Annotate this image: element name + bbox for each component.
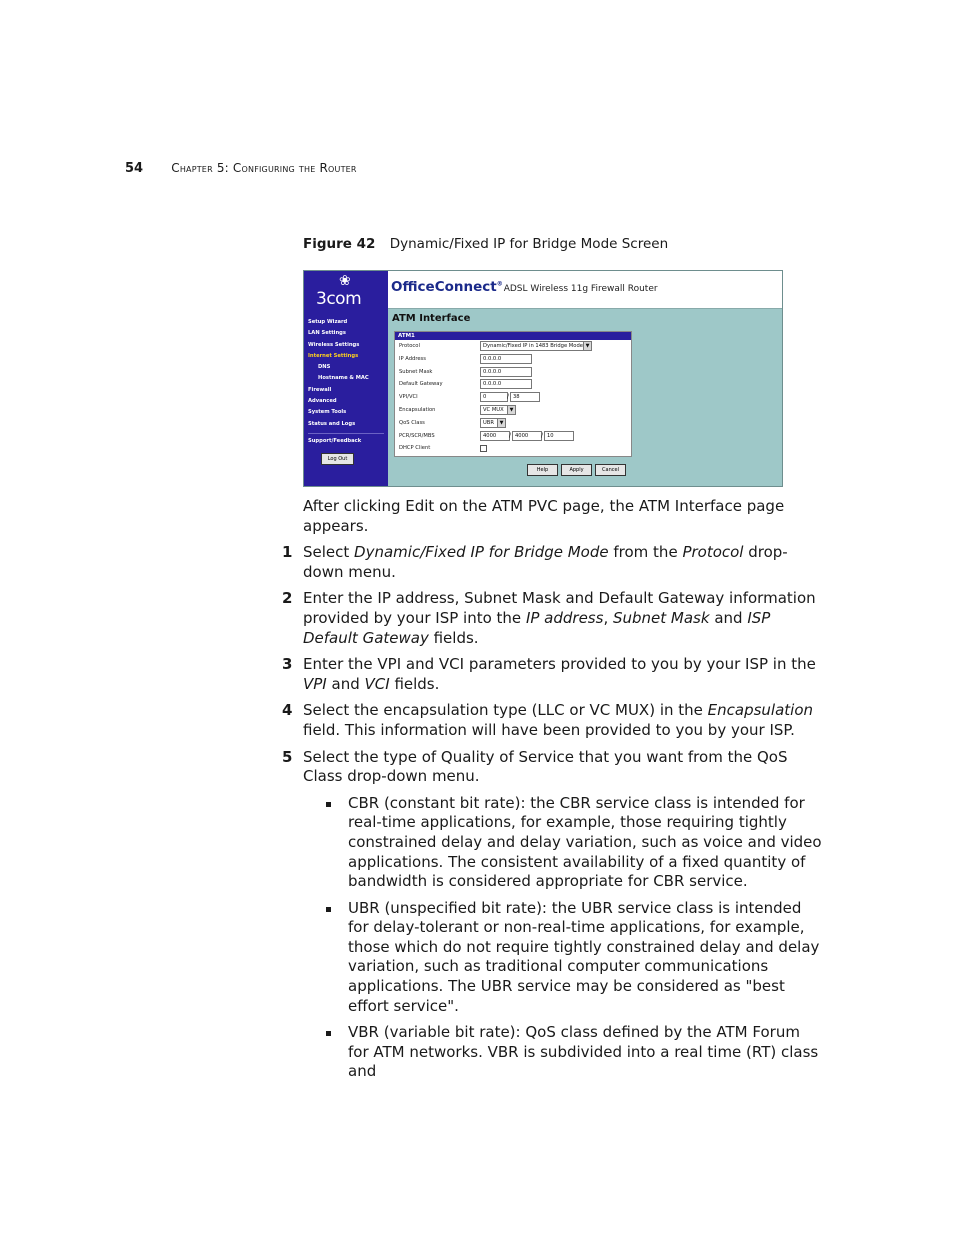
bullet-text: VBR (variable bit rate): QoS class defined by the ATM Forum for ATM networks. VBR is subdivided into a real time (RT) class and (348, 1023, 819, 1081)
vpivci-separator: / (507, 393, 510, 401)
figure-label: Figure 42 (303, 236, 376, 252)
bullet-item (348, 899, 823, 1017)
sidebar-item[interactable]: System Tools (308, 409, 347, 416)
router-screenshot (303, 270, 783, 487)
step-text: fields. (389, 674, 440, 693)
vpivci-label: VPI/VCI (399, 394, 418, 401)
protocol-value: Dynamic/Fixed IP in 1483 Bridge Mode (483, 343, 583, 349)
step-emphasis: VCI (364, 674, 390, 693)
row-protocol (395, 340, 631, 353)
brand-title (391, 279, 658, 295)
chevron-down-icon: ▼ (507, 406, 515, 414)
qos-bullet-list (348, 794, 823, 1082)
step-number: 4 (282, 701, 293, 720)
step-3 (282, 655, 823, 694)
brand-name: OfficeConnect (391, 279, 497, 295)
gateway-label: Default Gateway (399, 381, 443, 388)
step-text: and (709, 608, 748, 627)
step-text: fields. (428, 628, 479, 647)
chevron-down-icon: ▼ (583, 342, 591, 350)
step-text: drop-down menu. (303, 543, 788, 581)
protocol-select[interactable] (480, 341, 592, 351)
default-gateway-input[interactable]: 0.0.0.0 (480, 379, 532, 389)
subnet-mask-input[interactable]: 0.0.0.0 (480, 367, 532, 377)
bullet-text: UBR (unspecified bit rate): the UBR service class is intended for delay-tolerant or non-real-time applications, for example, those which do not require tightly constrained delay and delay variation, such as traditional computer communications applications. The UBR service may be considered as "best effort service". (348, 898, 820, 1015)
sidebar-item[interactable]: Advanced (308, 398, 337, 405)
sidebar (304, 271, 388, 486)
sidebar-item[interactable]: Hostname & MAC (318, 375, 369, 382)
sidebar-nav (308, 317, 388, 447)
page-header (125, 161, 357, 176)
step-text: Select (303, 543, 355, 562)
3com-logo-icon: ❀ (339, 273, 351, 289)
step-5 (282, 747, 823, 787)
sidebar-item[interactable]: LAN Settings (308, 330, 346, 337)
sidebar-item[interactable]: Wireless Settings (308, 341, 360, 348)
nav-divider (308, 433, 384, 434)
step-emphasis: Subnet Mask (612, 608, 710, 627)
apply-button[interactable]: Apply (561, 464, 592, 476)
sidebar-item[interactable]: Status and Logs (308, 420, 356, 427)
pcr-label: PCR/SCR/MBS (399, 432, 435, 439)
row-gateway (395, 378, 631, 391)
bullet-square-icon (326, 907, 331, 912)
protocol-label: Protocol (399, 343, 420, 349)
step-text: Enter the IP address, Subnet Mask and Default Gateway information provided by your ISP into the (303, 589, 816, 627)
intro-paragraph: After clicking Edit on the ATM PVC page, the ATM Interface page appears. (303, 497, 785, 535)
figure-title: Dynamic/Fixed IP for Bridge Mode Screen (389, 236, 669, 252)
row-ip (395, 353, 631, 366)
sidebar-item[interactable]: Internet Settings (308, 352, 359, 359)
logo-text: 3com (316, 289, 362, 309)
page-number: 54 (125, 161, 144, 176)
encapsulation-select[interactable] (480, 405, 516, 415)
pcr-separator-1: / (509, 431, 512, 439)
bullet-text: CBR (constant bit rate): the CBR service class is intended for real-time applications, for example, those requiring tightly constrained delay and delay variation, such as voice and video applications. The consistent availability of a fixed quantity of bandwidth is considered appropriate for CBR service. (348, 793, 822, 891)
atm-box-header: ATM1 (395, 332, 631, 340)
cancel-button[interactable]: Cancel (595, 464, 626, 476)
sidebar-item[interactable]: Firewall (308, 386, 332, 393)
bullet-item (348, 794, 823, 892)
panel-title: ATM Interface (392, 313, 471, 324)
mbs-input[interactable]: 10 (544, 431, 574, 441)
document-body (282, 497, 823, 1089)
qos-value: UBR (483, 419, 494, 426)
step-4 (282, 701, 823, 740)
bullet-square-icon (326, 802, 331, 807)
step-text: , (603, 608, 613, 627)
step-text: and (326, 674, 365, 693)
step-1 (282, 543, 823, 582)
help-button[interactable]: Help (527, 464, 558, 476)
brand-subtitle: ADSL Wireless 11g Firewall Router (503, 284, 658, 294)
step-emphasis: Protocol (682, 543, 744, 562)
step-emphasis: IP address (525, 608, 604, 627)
row-qos (395, 417, 631, 430)
step-2 (282, 589, 823, 648)
qos-label: QoS Class (399, 419, 425, 426)
chapter-title: Chapter 5: Configuring the Router (171, 161, 357, 175)
step-number: 5 (282, 747, 293, 766)
row-pcr (395, 430, 631, 443)
step-number: 3 (282, 655, 293, 674)
step-emphasis: Encapsulation (707, 701, 814, 720)
vpi-input[interactable]: 0 (480, 392, 508, 402)
step-text: from the (608, 543, 683, 562)
dhcp-client-checkbox[interactable] (480, 445, 487, 452)
pcr-separator-2: / (541, 431, 544, 439)
pcr-input[interactable]: 4000 (480, 431, 510, 441)
ip-address-input[interactable]: 0.0.0.0 (480, 354, 532, 364)
row-vpivci (395, 391, 631, 404)
step-number: 2 (282, 589, 293, 608)
scr-input[interactable]: 4000 (512, 431, 542, 441)
row-encap (395, 404, 631, 417)
step-text: Select the encapsulation type (LLC or VC MUX) in the (303, 701, 708, 720)
dhcp-label: DHCP Client (399, 445, 431, 452)
brand-mark: ® (496, 280, 503, 288)
sidebar-item[interactable]: Setup Wizard (308, 319, 348, 325)
row-dhcp (395, 442, 631, 455)
step-text: field. This information will have been provided to you by your ISP. (303, 720, 795, 739)
row-mask (395, 366, 631, 379)
vci-input[interactable]: 38 (510, 392, 540, 402)
sidebar-item-support[interactable]: Support/Feedback (308, 437, 362, 444)
step-emphasis: Dynamic/Fixed IP for Bridge Mode (354, 543, 609, 562)
bullet-item (348, 1023, 823, 1082)
qos-class-select[interactable] (480, 418, 506, 428)
encap-label: Encapsulation (399, 406, 436, 413)
brand-header (388, 271, 782, 309)
chevron-down-icon: ▼ (497, 419, 505, 427)
encap-value: VC MUX (483, 406, 504, 413)
logout-button[interactable]: Log Out (321, 453, 354, 465)
atm-form (394, 331, 632, 457)
sidebar-item[interactable]: DNS (318, 364, 331, 371)
ip-label: IP Address (399, 355, 426, 362)
bullet-square-icon (326, 1031, 331, 1036)
step-text: Select the type of Quality of Service that you want from the QoS Class drop-down menu. (303, 747, 788, 786)
step-number: 1 (282, 543, 293, 562)
figure-caption (303, 236, 668, 252)
step-emphasis: VPI (303, 674, 327, 693)
step-text: Enter the VPI and VCI parameters provided to you by your ISP in the (303, 655, 816, 674)
step-emphasis: ISP Default Gateway (303, 608, 771, 647)
mask-label: Subnet Mask (399, 368, 433, 375)
